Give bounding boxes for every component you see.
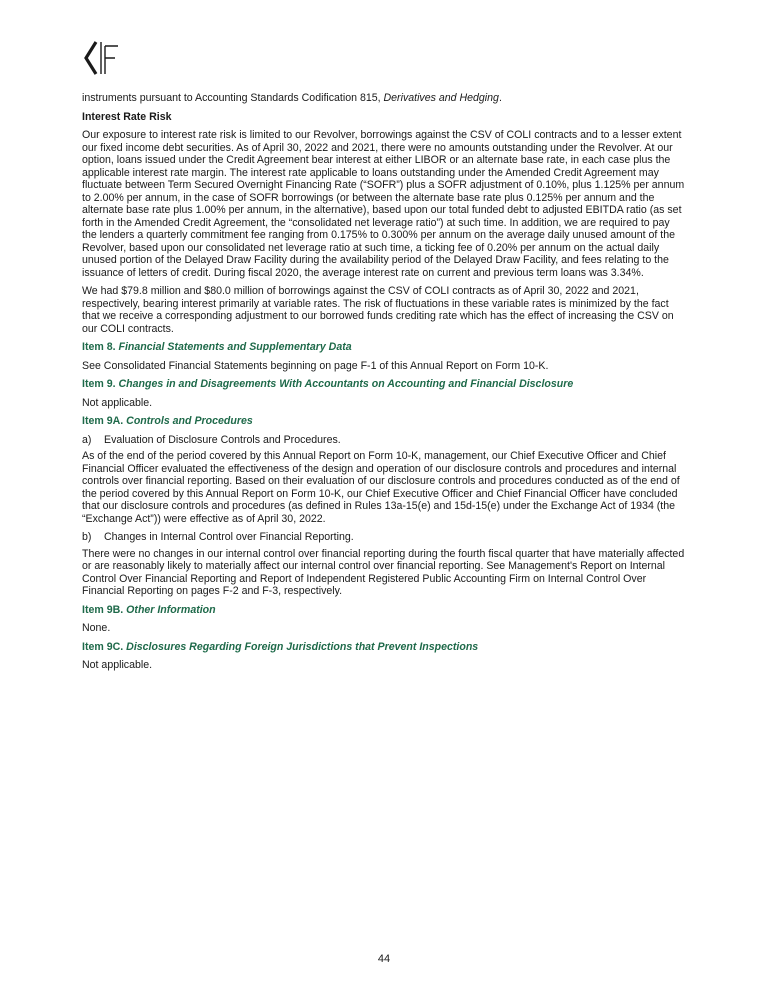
page-number: 44 [377, 953, 391, 965]
item9b-heading [82, 604, 686, 617]
list-marker: b) [82, 531, 92, 543]
item9-body: Not applicable. [82, 396, 153, 409]
intro-italic-text: Derivatives and Hedging [383, 92, 499, 104]
interest-rate-risk-heading: Interest Rate Risk [82, 110, 172, 123]
item9a-entry-b-body: There were no changes in our internal control over financial reporting during the fourth fiscal quarter that have materially affected or are reasonably likely to materially affect our internal control over financial reporting. See Management's Report on Internal Control Over Financial Reporting and Report of Independent Registered Public Accounting Firm on Internal Control Over Financial Reporting on pages F-2 and F-3, respectively. [82, 547, 685, 597]
interest-rate-risk-paragraph-1: Our exposure to interest rate risk is limited to our Revolver, borrowings against the CSV of COLI contracts and to a lesser extent our fixed income debt securities. As of April 30, 2022 and 2021, there were no amounts outstanding under the Revolver. At our option, loans issued under the Credit Agreement bear interest at either LIBOR or an alternate base rate, in each case plus the applicable interest rate margin. The interest rate applicable to loans outstanding under the Amended Credit Agreement may fluctuate between Term Secured Overnight Financing Rate (“SOFR”) plus a SOFR adjustment of 0.10%, plus 1.125% per annum to 2.00% per annum, in the case of SOFR borrowings (or between the alternate base rate plus 0.125% per annum and the alternate base rate plus 1.00% per annum, in the alternative), based upon our total funded debt to adjusted EBITDA ratio (as set forth in the Amended Credit Agreement, the “consolidated net leverage ratio”) at such time. In addition, we are required to pay the lenders a quarterly commitment fee ranging from 0.175% to 0.300% per annum on the average daily unused amount of the Revolver, based upon our consolidated net leverage ratio at such time, a ticking fee of 0.20% per annum on the actual daily unused portion of the Delayed Draw Facility during the availability period of the Delayed Draw Facility, and fees relating to the issuance of letters of credit. During fiscal 2020, the average interest rate on current and previous term loans was 3.34%. [82, 129, 685, 279]
item9c-number: Item 9C. [82, 640, 124, 653]
item9a-entry-a-body: As of the end of the period covered by this Annual Report on Form 10-K, management, our Chief Executive Officer and Chief Financial Officer evaluated the effectiveness of the design and operation of our disclosure controls and procedures and internal controls over financial reporting. Based on their evaluation of our disclosure controls and procedures conducted as of the end of the period covered by this Annual Report on Form 10-K, our Chief Executive Officer and Chief Financial Officer have concluded that our disclosure controls and procedures (as defined in Rules 13a-15(e) and 15d-15(e) under the Exchange Act of 1934 (the “Exchange Act”)) were effective as of April 30, 2022. [82, 450, 680, 525]
intro-paragraph [82, 92, 686, 105]
list-label: Changes in Internal Control over Financial Reporting. [104, 531, 354, 543]
intro-text: instruments pursuant to Accounting Standards Codification 815, [82, 92, 384, 104]
interest-rate-risk-paragraph-2: We had $79.8 million and $80.0 million of borrowings against the CSV of COLI contracts as of April 30, 2022 and 2021, respectively, bearing interest primarily at variable rates. The risk of fluctuations in these variable rates is minimized by the fact that we receive a corresponding adjustment to our borrowed funds crediting rate which has the effect of increasing the CSV on our COLI contracts. [82, 285, 674, 335]
item9a-title: Controls and Procedures [126, 415, 253, 427]
item9b-number: Item 9B. [82, 603, 124, 616]
document-body [82, 92, 686, 678]
item9a-entry-b [82, 531, 686, 544]
list-marker: a) [82, 433, 92, 446]
item9b-title: Other Information [126, 603, 216, 616]
item9-number: Item 9. [82, 378, 116, 390]
item9c-body: Not applicable. [82, 659, 153, 671]
item9-title: Changes in and Disagreements With Accountants on Accounting and Financial Disclosure [118, 378, 574, 390]
item9a-heading [82, 415, 686, 428]
intro-suffix: . [498, 92, 502, 104]
list-label: Evaluation of Disclosure Controls and Procedures. [104, 433, 341, 446]
item9c-title: Disclosures Regarding Foreign Jurisdictions that Prevent Inspections [126, 640, 479, 653]
item8-body: See Consolidated Financial Statements beginning on page F-1 of this Annual Report on Form 10-K. [82, 359, 549, 372]
item9b-body: None. [82, 622, 111, 634]
item8-title: Financial Statements and Supplementary Data [118, 341, 352, 353]
item8-heading [82, 341, 686, 354]
item9a-entry-a [82, 434, 686, 447]
item8-number: Item 8. [82, 341, 116, 353]
item9-heading [82, 378, 686, 391]
item9a-number: Item 9A. [82, 415, 124, 427]
kf-logo-icon [82, 40, 126, 76]
item9c-heading [82, 641, 686, 654]
